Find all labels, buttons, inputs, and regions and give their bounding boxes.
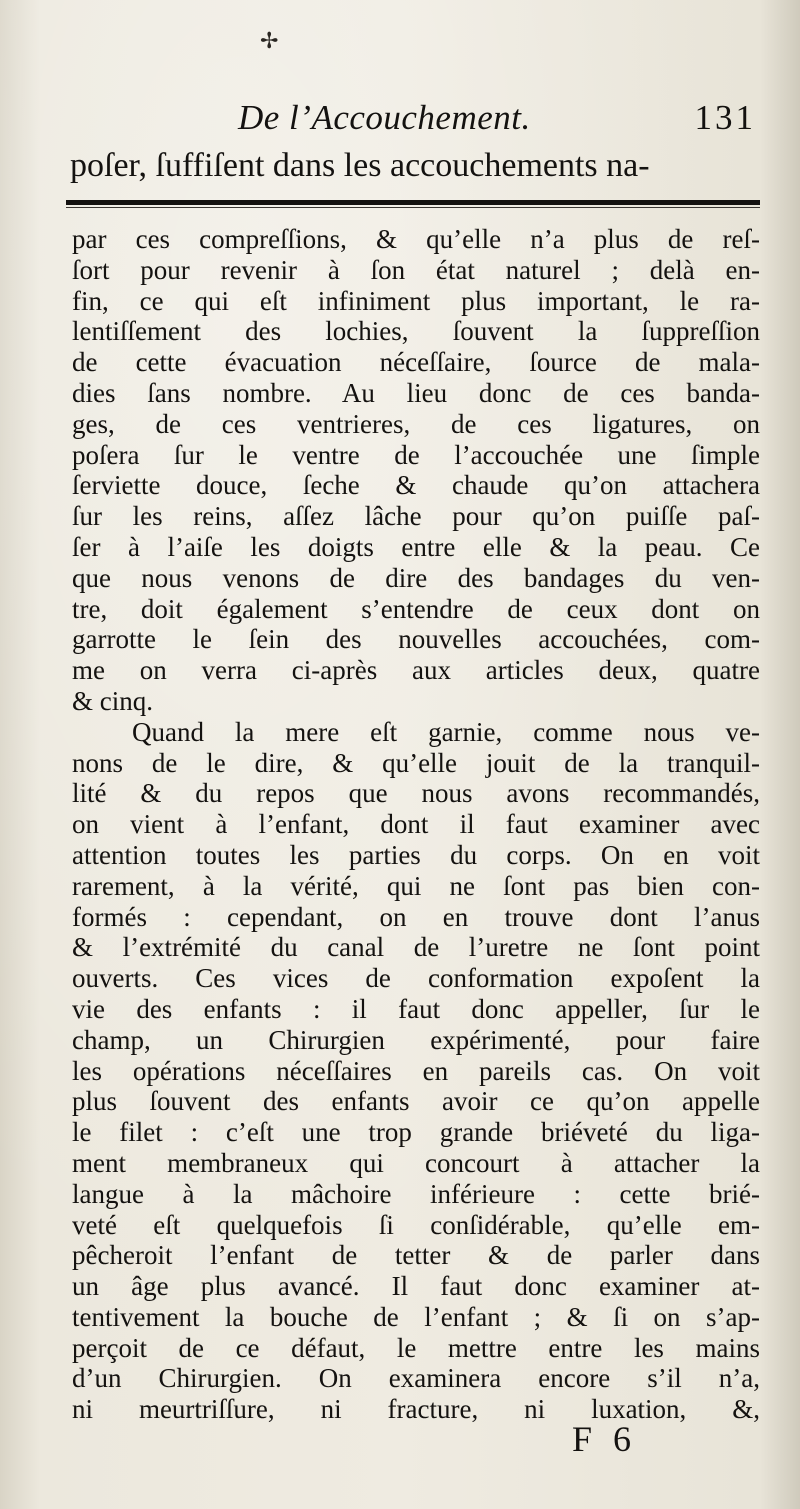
text-line: veté eſt quelquefois ſi conſidérable, qu’elle em- (72, 1209, 760, 1240)
text-line: champ, un Chirurgien expérimenté, pour faire (72, 1024, 760, 1055)
text-line: rarement, à la vérité, qui ne ſont pas bien con- (72, 870, 760, 901)
text-line: les opérations néceſſaires en pareils cas. On voit (72, 1055, 760, 1086)
text-line: formés : cependant, on en trouve dont l’anus (72, 901, 760, 932)
text-line: plus ſouvent des enfants avoir ce qu’on appelle (72, 1086, 760, 1117)
text-line: fin, ce qui eſt infiniment plus important, le ra- (72, 285, 760, 316)
text-line: de cette évacuation néceſſaire, ſource de mala- (72, 347, 760, 378)
running-title: De l’Accouchement. (238, 98, 531, 137)
top-ornament: ✢ (260, 28, 279, 53)
text-line: nons de le dire, & qu’elle jouit de la tranquil- (72, 747, 760, 778)
text-line: me on verra ci-après aux articles deux, quatre (72, 655, 760, 686)
text-line: lité & du repos que nous avons recommandés, (72, 778, 760, 809)
text-line: langue à la mâchoire inférieure : cette brié- (72, 1178, 760, 1209)
text-line: ſer à l’aiſe les doigts entre elle & la peau. Ce (72, 531, 760, 562)
text-line: tentivement la bouche de l’enfant ; & ſi on s’ap- (72, 1301, 760, 1332)
text-line: le filet : c’eſt une trop grande briéveté du liga- (72, 1117, 760, 1148)
text-line: poſera ſur le ventre de l’accouchée une ſimple (72, 439, 760, 470)
text-line: ouverts. Ces vices de conformation expoſent la (72, 963, 760, 994)
text-line: un âge plus avancé. Il faut donc examiner at- (72, 1271, 760, 1302)
catchline: poſer, ſuffiſent dans les accouchements na- (70, 147, 650, 184)
text-line: & l’extrémité du canal de l’uretre ne ſont point (72, 932, 760, 963)
header-rule-thin (66, 207, 760, 208)
signature-mark: F 6 (572, 1419, 638, 1459)
text-line: vie des enfants : il faut donc appeller, ſur le (72, 993, 760, 1024)
text-line: garrotte le ſein des nouvelles accouchées, com- (72, 624, 760, 655)
text-line: ni meurtriſſure, ni fracture, ni luxation, &, (72, 1394, 760, 1425)
text-line: ment membraneux qui concourt à attacher la (72, 1147, 760, 1178)
text-line: attention toutes les parties du corps. On en voit (72, 839, 760, 870)
paragraph-end-line: & cinq. (72, 685, 153, 716)
text-line: tre, doit également s’entendre de ceux dont on (72, 593, 760, 624)
text-line: on vient à l’enfant, dont il faut examiner avec (72, 809, 760, 840)
text-line: ges, de ces ventrieres, de ces ligatures, on (72, 408, 760, 439)
paragraph-start-line: Quand la mere eſt garnie, comme nous ve- (132, 716, 760, 747)
text-line: ſur les reins, aſſez lâche pour qu’on puiſſe paſ- (72, 501, 760, 532)
page-number: 131 (694, 98, 756, 137)
text-line: que nous venons de dire des bandages du ven- (72, 562, 760, 593)
body-text (72, 224, 760, 1425)
header-rule (66, 200, 760, 205)
text-line: dies ſans nombre. Au lieu donc de ces banda- (72, 377, 760, 408)
text-line: ſort pour revenir à ſon état naturel ; delà en- (72, 254, 760, 285)
text-line: d’un Chirurgien. On examinera encore s’il n’a, (72, 1363, 760, 1394)
text-line: pêcheroit l’enfant de tetter & de parler dans (72, 1240, 760, 1271)
text-line: perçoit de ce défaut, le mettre entre les mains (72, 1332, 760, 1363)
text-line: par ces compreſſions, & qu’elle n’a plus de reſ- (72, 224, 760, 254)
text-line: lentiſſement des lochies, ſouvent la ſuppreſſion (72, 316, 760, 347)
text-line: ſerviette douce, ſeche & chaude qu’on attachera (72, 470, 760, 501)
page-header (70, 98, 760, 142)
